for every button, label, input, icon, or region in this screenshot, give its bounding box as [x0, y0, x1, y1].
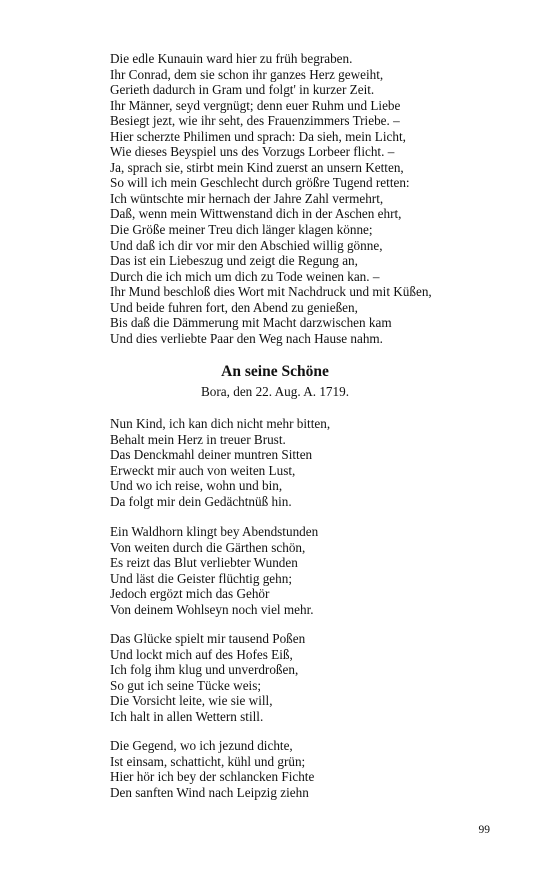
verse-line: Daß, wenn mein Wittwenstand dich in der Aschen ehrt, [110, 206, 402, 222]
verse-line: Durch die ich mich um dich zu Tode weinen kan. – [110, 268, 380, 284]
page-number: 99 [478, 824, 490, 836]
verse-line: Von weiten durch die Gärthen schön, [110, 539, 306, 555]
verse-line: Ja, sprach sie, stirbt mein Kind zuerst an unsern Ketten, [110, 159, 404, 175]
verse-line: Nun Kind, ich kan dich nicht mehr bitten, [110, 416, 331, 431]
verse-line: Den sanften Wind nach Leipzig ziehn [110, 784, 309, 800]
stanza-2 [110, 524, 490, 617]
verse-line: Und dies verliebte Paar den Weg nach Hause nahm. [110, 330, 383, 346]
prose-verse-block [110, 51, 490, 346]
verse-line: Die Gegend, wo ich jezund dichte, [110, 738, 293, 753]
verse-line: Ein Waldhorn klingt bey Abendstunden [110, 524, 319, 539]
verse-line: Hier hör ich bey der schlancken Fichte [110, 769, 315, 785]
verse-line: Und wo ich reise, wohn und bin, [110, 478, 283, 494]
poem-title: An seine Schöne [221, 363, 329, 380]
verse-line: Und daß ich dir vor mir den Abschied willig gönne, [110, 237, 383, 253]
verse-line: Und läst die Geister flüchtig gehn; [110, 570, 293, 586]
verse-line: Ich folg ihm klug und unverdroßen, [110, 662, 299, 678]
stanza-4 [110, 738, 490, 800]
verse-line: Die edle Kunauin ward hier zu früh begraben. [110, 51, 353, 66]
verse-line: So will ich mein Geschlecht durch größre Tugend retten: [110, 175, 410, 191]
verse-line: Von deinem Wohlseyn noch viel mehr. [110, 601, 314, 617]
verse-line: Besiegt jezt, wie ihr seht, des Frauenzimmers Triebe. – [110, 113, 400, 129]
verse-line: Ihr Conrad, dem sie schon ihr ganzes Herz geweiht, [110, 66, 384, 82]
verse-line: Ihr Männer, seyd vergnügt; denn euer Ruhm und Liebe [110, 97, 401, 113]
verse-line: Die Größe meiner Treu dich länger klagen könne; [110, 222, 373, 238]
verse-line: Ihr Mund beschloß dies Wort mit Nachdruck und mit Küßen, [110, 284, 432, 300]
verse-line: So gut ich seine Tücke weis; [110, 677, 262, 693]
verse-line: Ich halt in allen Wettern still. [110, 708, 264, 724]
verse-line: Ich wüntschte mir hernach der Jahre Zahl vermehrt, [110, 190, 384, 206]
verse-line: Es reizt das Blut verliebter Wunden [110, 555, 298, 571]
verse-line: Behalt mein Herz in treuer Brust. [110, 431, 286, 447]
verse-line: Gerieth dadurch in Gram und folgt' in kurzer Zeit. [110, 82, 375, 98]
poem-dateline: Bora, den 22. Aug. A. 1719. [201, 384, 349, 399]
verse-line: Das Glücke spielt mir tausend Poßen [110, 631, 306, 646]
stanza-1 [110, 416, 490, 509]
verse-line: Jedoch ergözt mich das Gehör [110, 586, 270, 602]
verse-line: Hier scherzte Philimen und sprach: Da sieh, mein Licht, [110, 128, 406, 144]
verse-line: Erweckt mir auch von weiten Lust, [110, 462, 296, 478]
verse-line: Wie dieses Beyspiel uns des Vorzugs Lorbeer flicht. – [110, 144, 395, 160]
verse-line: Da folgt mir dein Gedächtnüß hin. [110, 493, 292, 509]
verse-line: Das Denckmahl deiner muntren Sitten [110, 447, 313, 463]
verse-line: Die Vorsicht leite, wie sie will, [110, 693, 273, 709]
verse-line: Und lockt mich auf des Hofes Eiß, [110, 646, 293, 662]
verse-line: Und beide fuhren fort, den Abend zu genießen, [110, 299, 358, 315]
verse-line: Ist einsam, schatticht, kühl und grün; [110, 753, 306, 769]
verse-line: Bis daß die Dämmerung mit Macht darzwischen kam [110, 315, 392, 331]
stanza-3 [110, 631, 490, 724]
verse-line: Das ist ein Liebeszug und zeigt die Regung an, [110, 253, 358, 269]
